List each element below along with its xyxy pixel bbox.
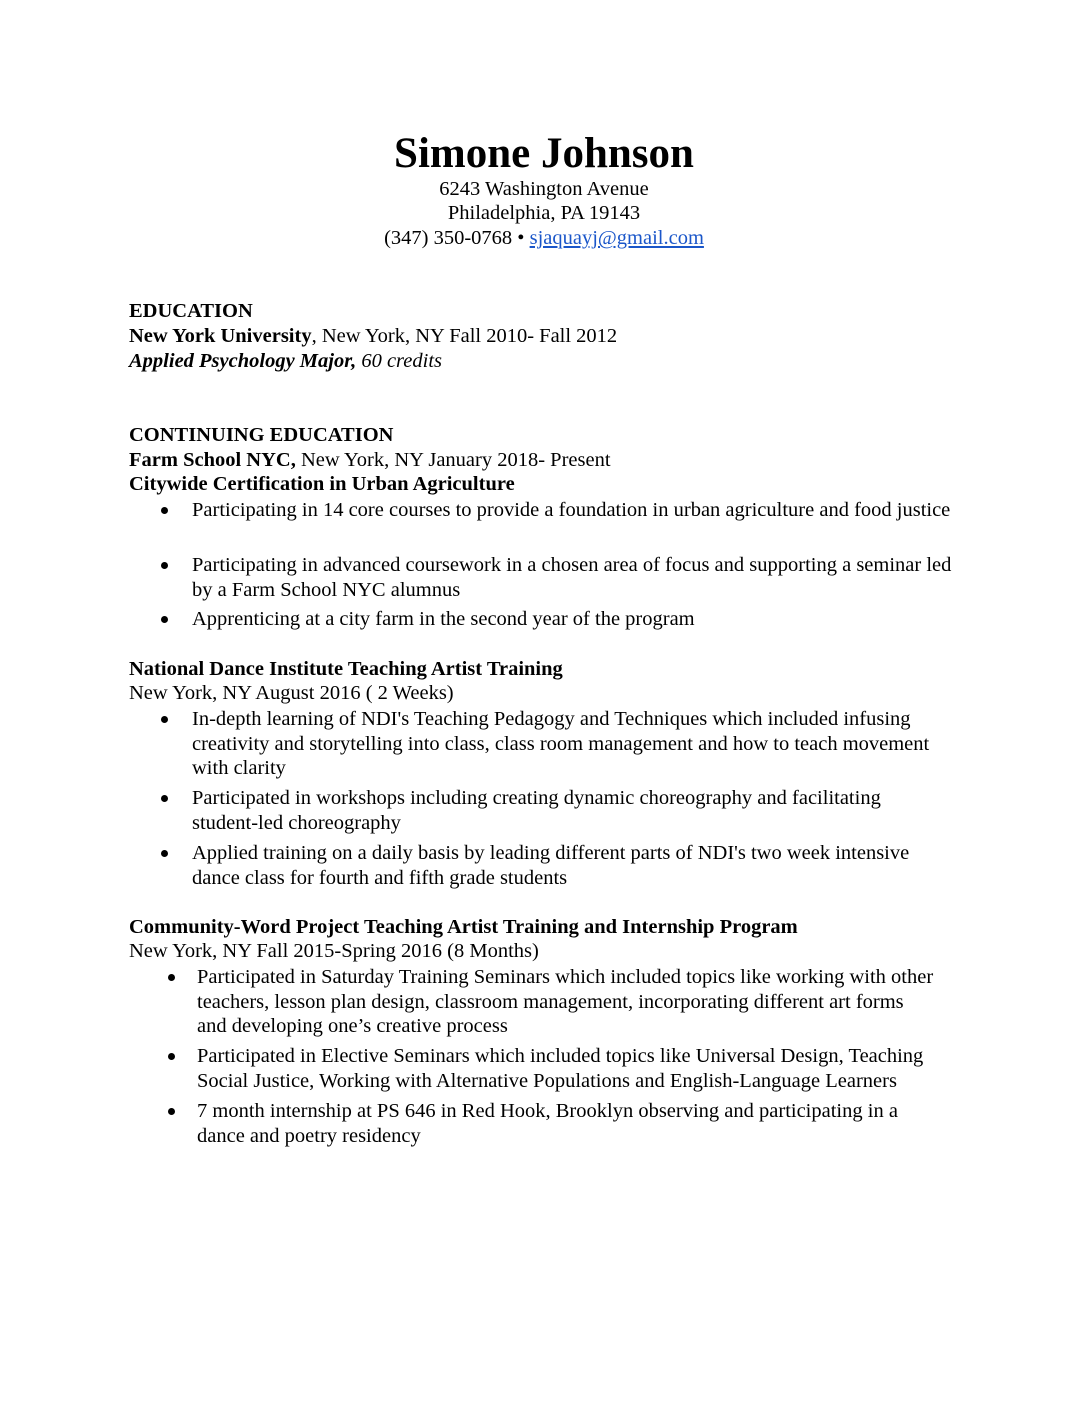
bullet-item: Participating in 14 core courses to provide a foundation in urban agriculture and food justice <box>192 499 951 521</box>
bullet-item: 7 month internship at PS 646 in Red Hook, Brooklyn observing and participating in a dance and poetry residency <box>197 1100 898 1147</box>
phone-number: (347) 350-0768 <box>384 227 513 249</box>
contact-line <box>0 226 1088 250</box>
education-heading: EDUCATION <box>129 300 253 322</box>
program-org: Farm School NYC, <box>129 449 296 471</box>
education-school-line <box>129 324 617 348</box>
bullet-item: Participated in workshops including creating dynamic choreography and facilitating student-led choreography <box>192 787 881 834</box>
address-line-1: 6243 Washington Avenue <box>439 178 649 200</box>
address-line-2: Philadelphia, PA 19143 <box>447 202 641 224</box>
school-details: , New York, NY Fall 2010- Fall 2012 <box>311 325 618 347</box>
bullet-item: Participated in Saturday Training Seminars which included topics like working with other teachers, lesson plan design, classroom management, incorporating different art forms and developing one’s creative process <box>197 966 934 1037</box>
bullet-item: Participating in advanced coursework in a chosen area of focus and supporting a seminar led by a Farm School NYC alumnus <box>192 554 952 601</box>
bullet-item: Participated in Elective Seminars which included topics like Universal Design, Teaching Social Justice, Working with Alternative Populations and English-Language Learners <box>197 1045 924 1092</box>
bullet-icon <box>161 616 168 623</box>
program-title: National Dance Institute Teaching Artist Training <box>129 658 563 680</box>
school-name: New York University <box>129 325 312 347</box>
bullet-icon <box>168 974 175 981</box>
credits: 60 credits <box>356 350 442 372</box>
program-location: New York, NY August 2016 ( 2 Weeks) <box>129 682 454 704</box>
bullet-item: Applied training on a daily basis by leading different parts of NDI's two week intensive dance class for fourth and fifth grade students <box>192 842 910 889</box>
program-org-details: New York, NY January 2018- Present <box>295 449 611 471</box>
email-link[interactable]: sjaquayj@gmail.com <box>529 227 704 249</box>
bullet-icon <box>161 850 168 857</box>
bullet-icon <box>161 716 168 723</box>
bullet-icon <box>161 562 168 569</box>
bullet-icon <box>161 795 168 802</box>
bullet-icon <box>168 1108 175 1115</box>
bullet-item: In-depth learning of NDI's Teaching Pedagogy and Techniques which included infusing creativity and storytelling into class, class room management and how to teach movement with clarity <box>192 708 930 779</box>
program-org-line <box>129 448 611 472</box>
continuing-education-heading: CONTINUING EDUCATION <box>129 424 394 446</box>
program-location: New York, NY Fall 2015-Spring 2016 (8 Months) <box>129 940 539 962</box>
bullet-item: Apprenticing at a city farm in the second year of the program <box>192 608 695 630</box>
resume-name: Simone Johnson <box>394 130 694 177</box>
contact-separator: • <box>512 227 530 249</box>
bullet-icon <box>168 1053 175 1060</box>
program-title: Community-Word Project Teaching Artist Training and Internship Program <box>129 916 798 938</box>
program-title: Citywide Certification in Urban Agriculture <box>129 473 515 495</box>
bullet-icon <box>161 507 168 514</box>
major: Applied Psychology Major, <box>129 350 357 372</box>
education-major-line <box>129 349 442 373</box>
